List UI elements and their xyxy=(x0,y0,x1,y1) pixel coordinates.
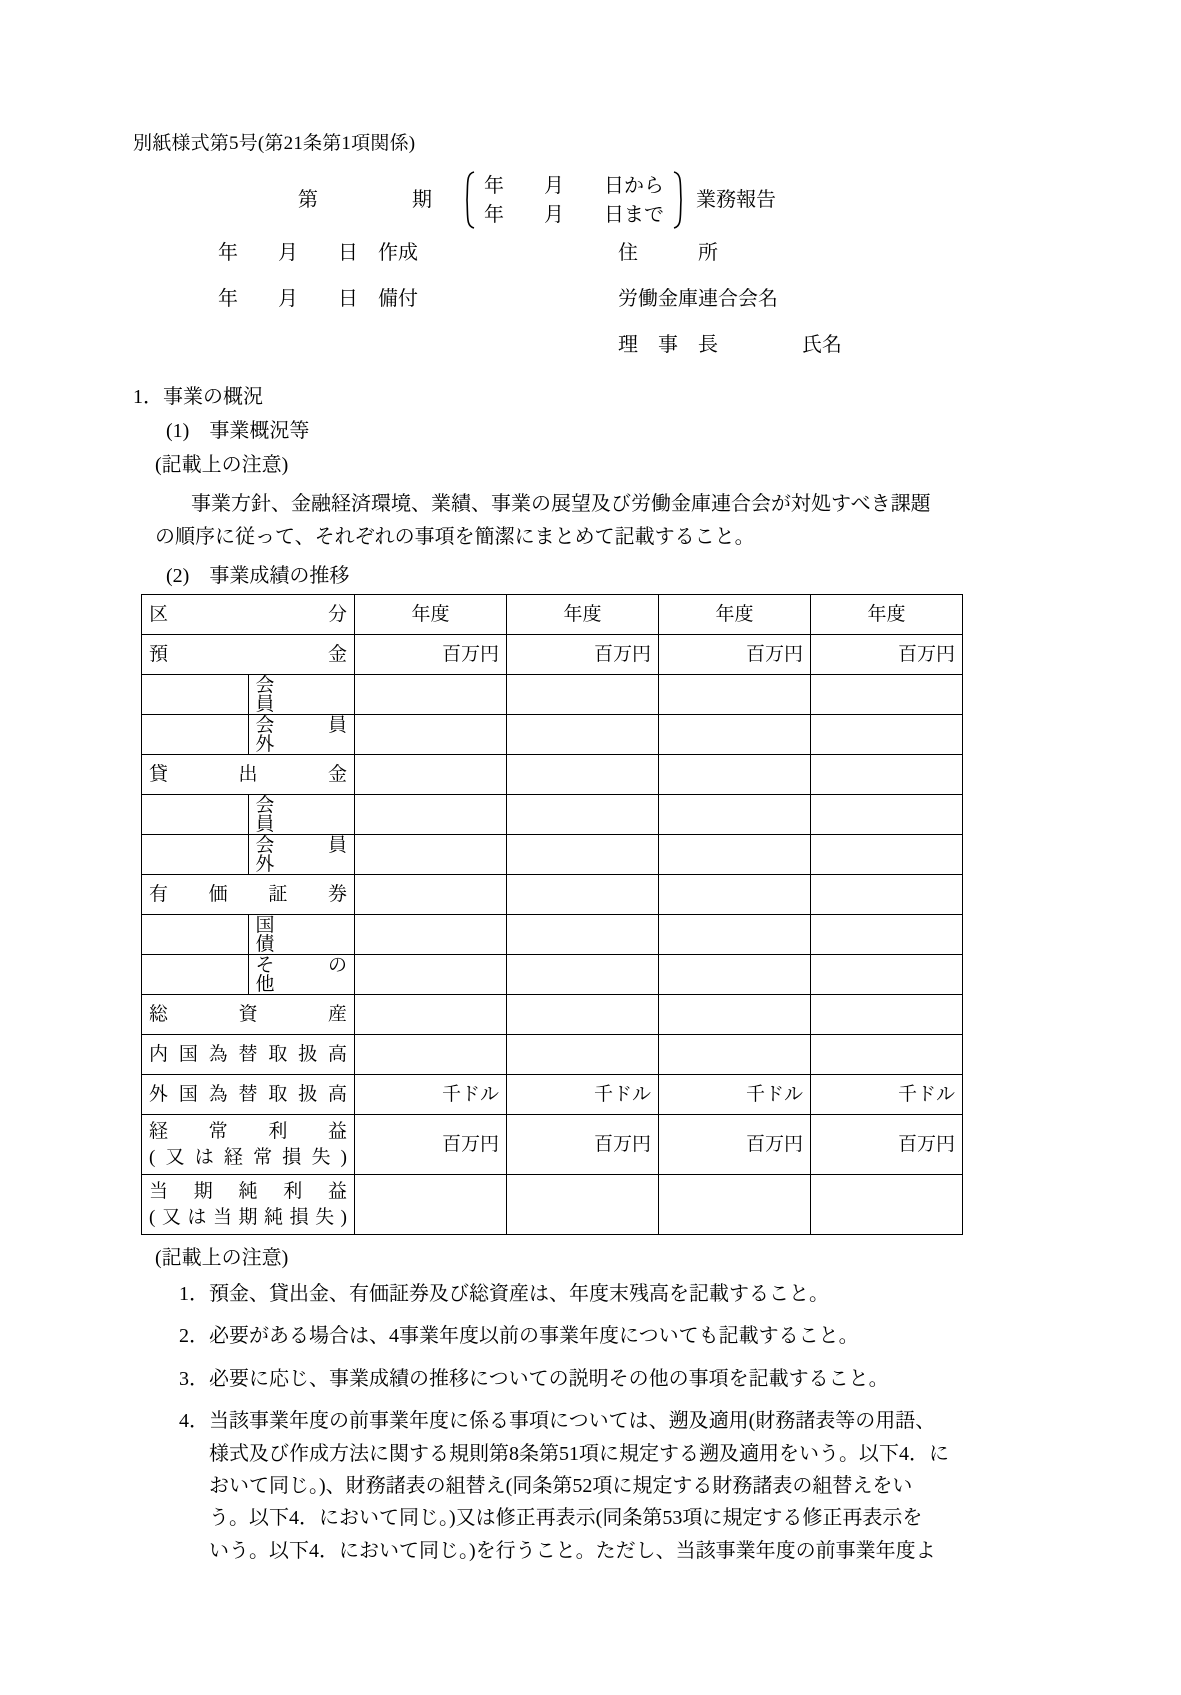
row-label-securities: 有 価 証 券 xyxy=(142,875,355,915)
cell-value xyxy=(355,915,507,955)
date-range xyxy=(476,171,672,229)
cell-value xyxy=(811,915,963,955)
section-1-sub-2: (2) 事業成績の推移 xyxy=(166,565,350,587)
created-date-label: 年 月 日 作成 xyxy=(218,242,418,264)
cell-value xyxy=(507,995,659,1035)
brace-right-icon xyxy=(672,171,688,229)
meta-row-filed xyxy=(133,289,963,323)
brace-left-icon xyxy=(460,171,476,229)
cell-value xyxy=(811,955,963,995)
term-label: 第 期 xyxy=(298,189,450,211)
row-label-loans-member: 会 員 xyxy=(248,795,355,835)
cell-value xyxy=(811,835,963,875)
table-row xyxy=(142,715,963,755)
cell-value xyxy=(507,875,659,915)
cell-value: 百万円 xyxy=(811,635,963,675)
date-from: 年 月 日から xyxy=(484,174,664,197)
note-item-3 xyxy=(179,1363,963,1395)
organization-label: 労働金庫連合会名 xyxy=(618,288,778,310)
report-title-row xyxy=(133,169,963,231)
cell-value: 千ドル xyxy=(811,1075,963,1115)
note-item-4 xyxy=(179,1405,963,1567)
cell-value xyxy=(659,755,811,795)
paragraph-line-1: 事業方針、金融経済環境、業績、事業の展望及び労働金庫連合会が対処すべき課題 xyxy=(191,493,931,515)
president-row xyxy=(533,335,842,355)
president-label: 理 事 長 xyxy=(618,334,718,356)
table-row xyxy=(142,915,963,955)
table-row xyxy=(142,1035,963,1075)
cell-value: 百万円 xyxy=(355,635,507,675)
cell-value xyxy=(659,1035,811,1075)
note-number: 3． xyxy=(179,1367,209,1390)
section-1-heading: 1．事業の概況 xyxy=(133,386,263,408)
name-label: 氏名 xyxy=(802,334,842,356)
table-row xyxy=(142,1115,963,1175)
cell-value xyxy=(507,915,659,955)
note-number: 4． xyxy=(179,1410,209,1433)
cell-value xyxy=(507,955,659,995)
cell-value xyxy=(507,715,659,755)
cell-value: 百万円 xyxy=(507,1115,659,1175)
row-label-loans-nonmember: 会 員 外 xyxy=(248,835,355,875)
cell-value xyxy=(659,795,811,835)
cell-value: 百万円 xyxy=(659,635,811,675)
section-1-note-head: (記載上の注意) xyxy=(155,454,289,476)
business-performance-table xyxy=(141,594,963,1235)
document-body xyxy=(133,134,963,1567)
address-label: 住 所 xyxy=(618,242,718,264)
table-header-row xyxy=(142,595,963,635)
note-text: 必要がある場合は、4事業年度以前の事業年度についても記載すること。 xyxy=(209,1325,859,1348)
bottom-notes-list xyxy=(133,1278,963,1567)
row-label-foreign-exchange: 外国為替取扱高 xyxy=(142,1075,355,1115)
cell-value xyxy=(507,675,659,715)
cell-value xyxy=(507,1175,659,1235)
row-label-deposits: 預 金 xyxy=(142,635,355,675)
table-row xyxy=(142,1175,963,1235)
section-1-paragraph xyxy=(133,488,963,554)
note-text-line-1: 当該事業年度の前事業年度に係る事項については、遡及適用(財務諸表等の用語、 xyxy=(209,1410,936,1433)
cell-value xyxy=(659,675,811,715)
cell-value xyxy=(355,995,507,1035)
header-cell-year-3: 年度 xyxy=(659,595,811,635)
row-label-total-assets: 総 資 産 xyxy=(142,995,355,1035)
cell-value xyxy=(811,795,963,835)
row-label-deposits-nonmember: 会 員 外 xyxy=(248,715,355,755)
header-cell-year-4: 年度 xyxy=(811,595,963,635)
cell-value xyxy=(811,875,963,915)
row-indent-spacer xyxy=(142,795,249,835)
cell-value xyxy=(811,755,963,795)
row-indent-spacer xyxy=(142,915,249,955)
cell-value xyxy=(811,715,963,755)
table-row xyxy=(142,755,963,795)
cell-value xyxy=(811,1175,963,1235)
note-text: 預金、貸出金、有価証券及び総資産は、年度末残高を記載すること。 xyxy=(209,1283,829,1305)
meta-row-president xyxy=(133,335,963,369)
note-number: 2． xyxy=(179,1325,209,1348)
cell-value xyxy=(659,715,811,755)
cell-value xyxy=(659,875,811,915)
cell-value xyxy=(355,875,507,915)
cell-value xyxy=(355,1035,507,1075)
table-row xyxy=(142,955,963,995)
row-label-loans: 貸 出 金 xyxy=(142,755,355,795)
row-indent-spacer xyxy=(142,675,249,715)
cell-value xyxy=(659,995,811,1035)
cell-value xyxy=(811,675,963,715)
cell-value xyxy=(507,1035,659,1075)
row-label-net-income: 当 期 純 利 益 (又は当期純損失) xyxy=(142,1175,355,1235)
cell-value: 千ドル xyxy=(659,1075,811,1115)
note-text-line-2: 様式及び作成方法に関する規則第8条第51項に規定する遡及適用をいう。以下4．に xyxy=(209,1442,949,1465)
table-row xyxy=(142,795,963,835)
note-text-line-5: いう。以下4．において同じ。)を行うこと。ただし、当該事業年度の前事業年度よ xyxy=(209,1539,936,1562)
note-text-line-3: おいて同じ。)、財務諸表の組替え(同条第52項に規定する財務諸表の組替えをい xyxy=(209,1474,913,1497)
cell-value xyxy=(659,835,811,875)
table-row xyxy=(142,1075,963,1115)
row-indent-spacer xyxy=(142,835,249,875)
table-row xyxy=(142,675,963,715)
meta-row-created xyxy=(133,243,963,277)
row-label-other-securities: そ の 他 xyxy=(248,955,355,995)
date-to: 年 月 日まで xyxy=(484,203,664,226)
cell-value xyxy=(355,675,507,715)
table-row xyxy=(142,835,963,875)
cell-value xyxy=(659,915,811,955)
row-indent-spacer xyxy=(142,955,249,995)
note-item-1 xyxy=(179,1278,963,1310)
filed-date-label: 年 月 日 備付 xyxy=(218,288,418,310)
table-body xyxy=(142,595,963,1235)
cell-value xyxy=(507,755,659,795)
cell-value: 千ドル xyxy=(507,1075,659,1115)
row-label-domestic-exchange: 内国為替取扱高 xyxy=(142,1035,355,1075)
row-label-ordinary-profit: 経 常 利 益 (又は経常損失) xyxy=(142,1115,355,1175)
bottom-notes-heading: (記載上の注意) xyxy=(155,1247,289,1269)
row-label-deposits-member: 会 員 xyxy=(248,675,355,715)
form-identifier: 別紙様式第5号(第21条第1項関係) xyxy=(133,133,416,154)
cell-value xyxy=(355,755,507,795)
cell-value xyxy=(355,795,507,835)
date-brace-group xyxy=(460,171,688,229)
cell-value xyxy=(659,1175,811,1235)
note-item-2 xyxy=(179,1320,963,1352)
cell-value: 千ドル xyxy=(355,1075,507,1115)
note-text-line-4: う。以下4．において同じ。)又は修正再表示(同条第53項に規定する修正再表示を xyxy=(209,1507,923,1530)
report-label: 業務報告 xyxy=(696,189,776,211)
section-1-sub-1: (1) 事業概況等 xyxy=(166,420,310,442)
cell-value: 百万円 xyxy=(507,635,659,675)
header-cell-category: 区 分 xyxy=(142,595,355,635)
cell-value xyxy=(811,995,963,1035)
table-row xyxy=(142,995,963,1035)
row-label-government-bonds: 国 債 xyxy=(248,915,355,955)
cell-value: 百万円 xyxy=(355,1115,507,1175)
cell-value xyxy=(507,795,659,835)
cell-value: 百万円 xyxy=(659,1115,811,1175)
note-number: 1． xyxy=(179,1283,209,1305)
header-cell-year-2: 年度 xyxy=(507,595,659,635)
note-text: 必要に応じ、事業成績の推移についての説明その他の事項を記載すること。 xyxy=(209,1367,889,1390)
table-row xyxy=(142,635,963,675)
cell-value xyxy=(507,835,659,875)
cell-value xyxy=(811,1035,963,1075)
row-indent-spacer xyxy=(142,715,249,755)
cell-value xyxy=(355,1175,507,1235)
header-cell-year-1: 年度 xyxy=(355,595,507,635)
cell-value xyxy=(659,955,811,995)
cell-value: 百万円 xyxy=(811,1115,963,1175)
paragraph-line-2: の順序に従って、それぞれの事項を簡潔にまとめて記載すること。 xyxy=(155,526,755,548)
table-row xyxy=(142,875,963,915)
